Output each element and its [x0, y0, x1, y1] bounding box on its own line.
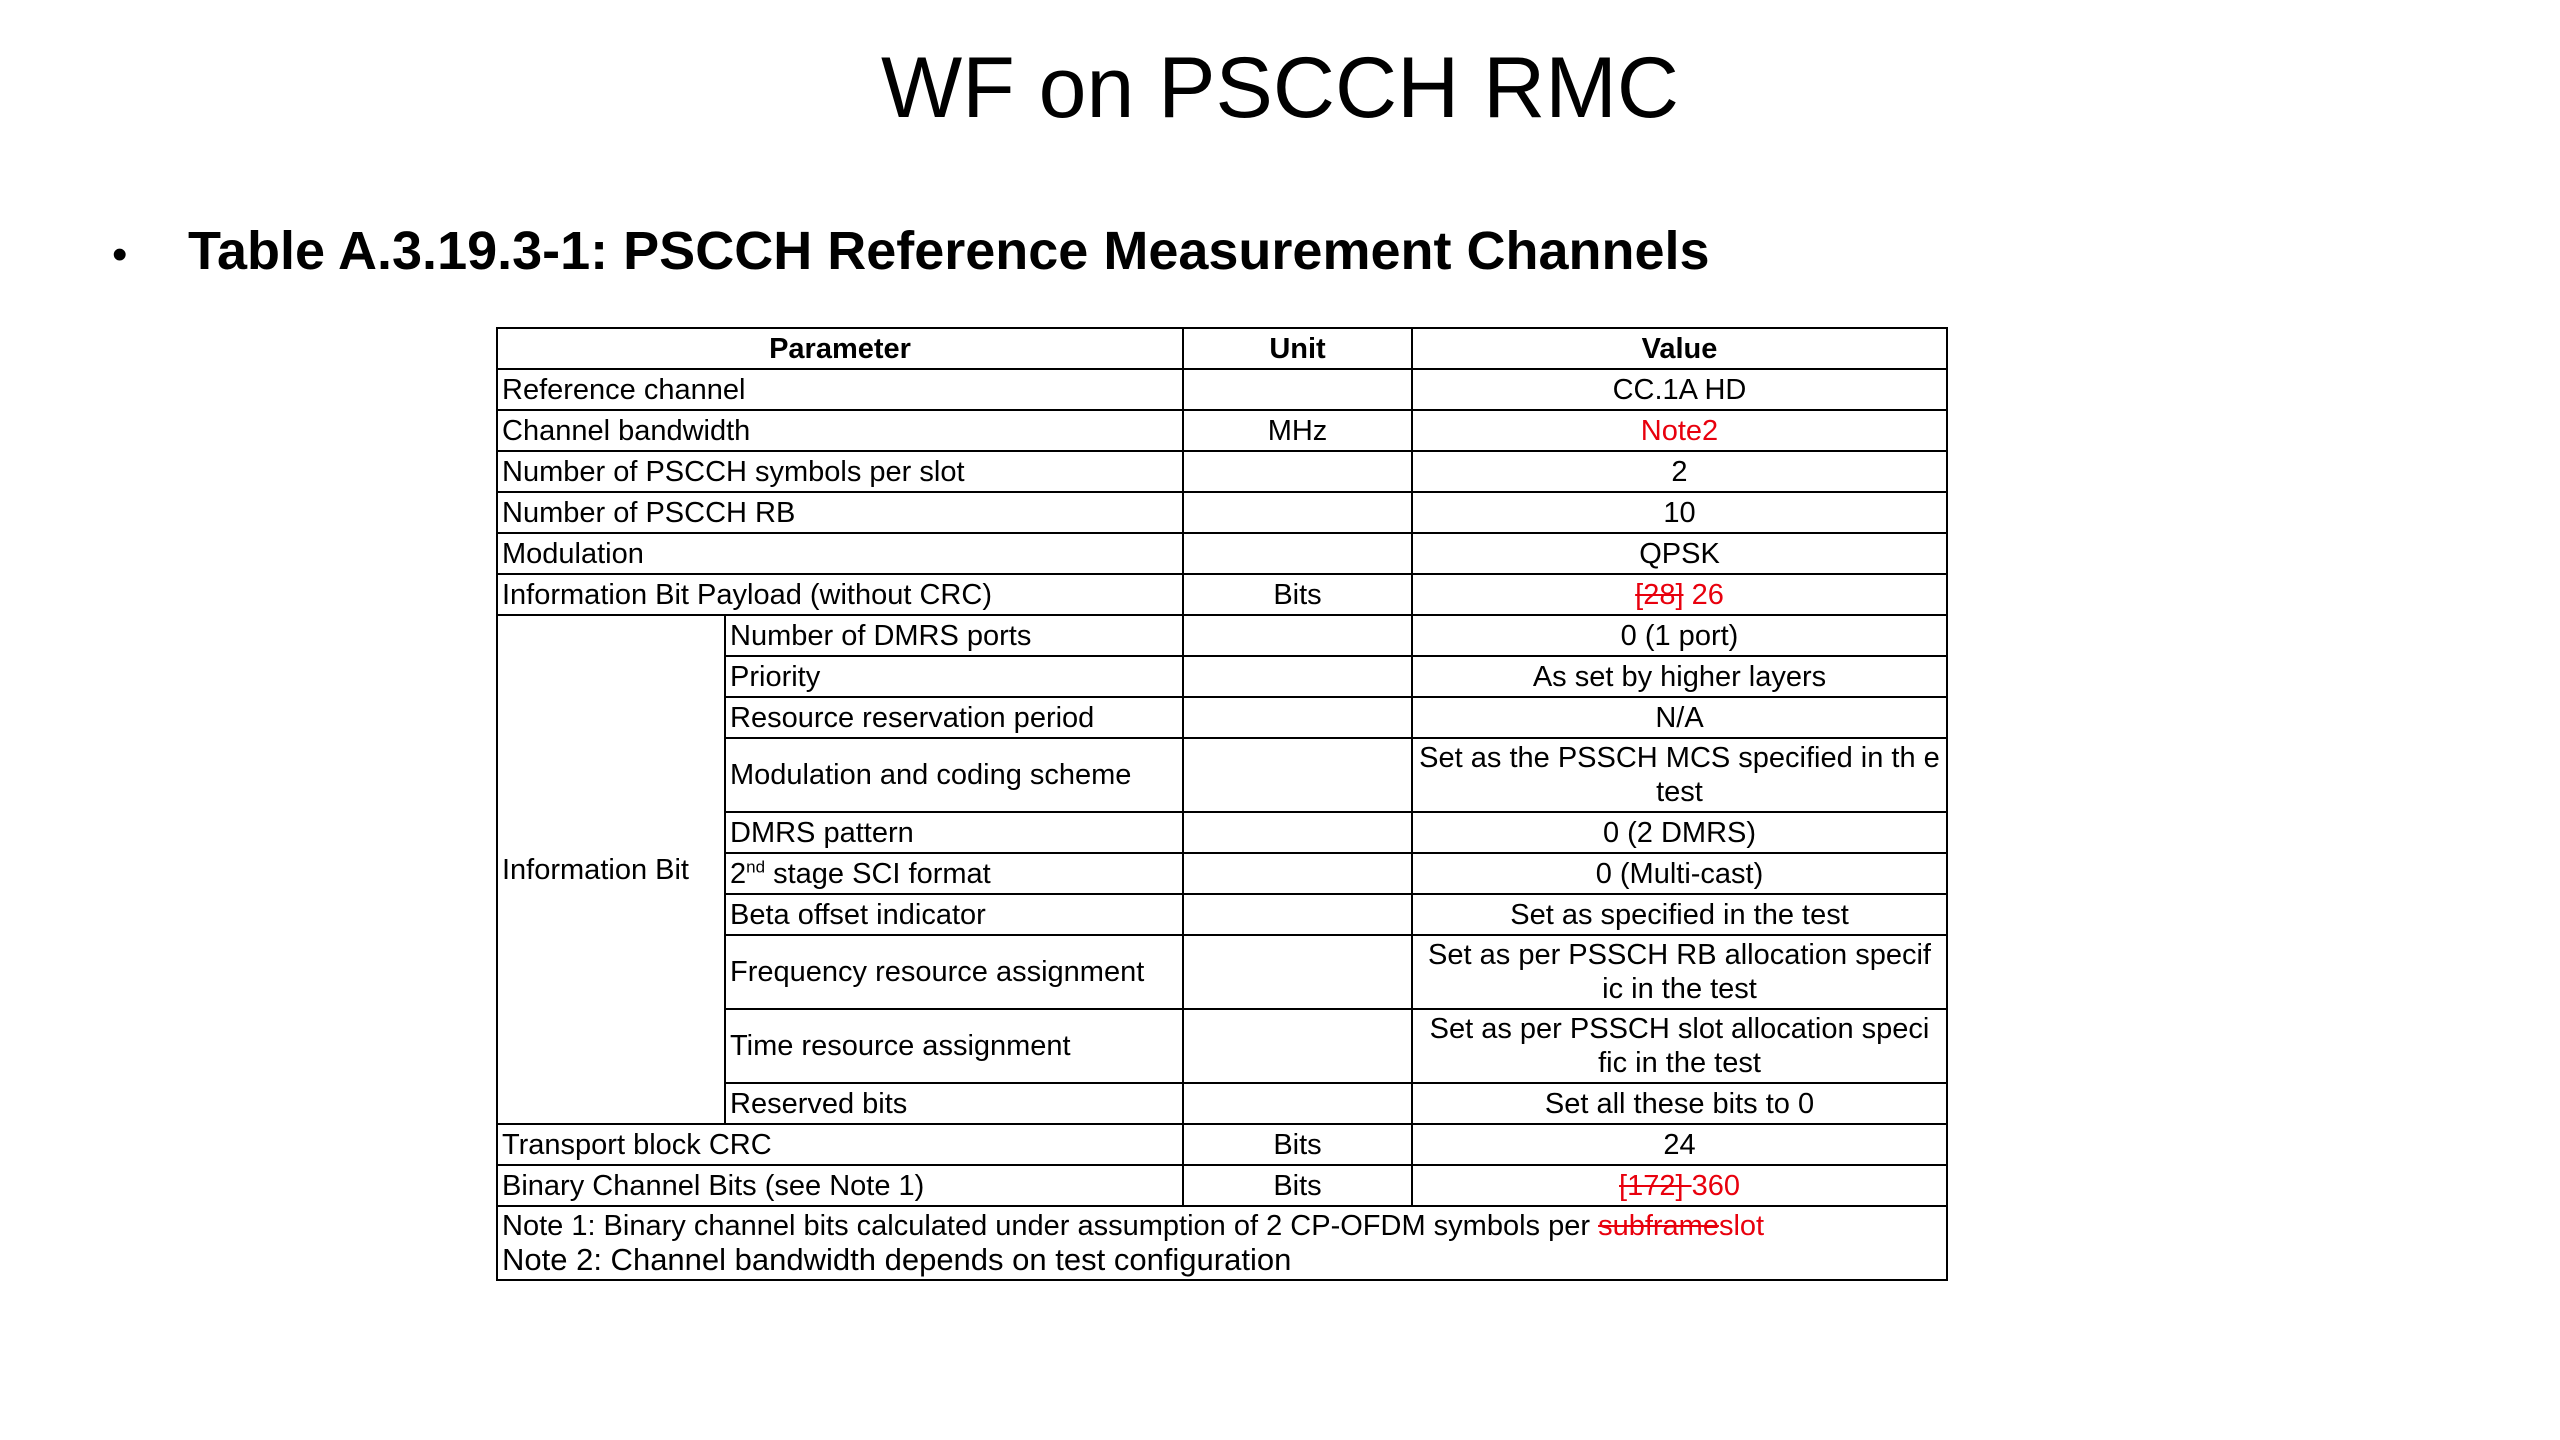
value-cell: 24: [1412, 1124, 1947, 1165]
table-row: [497, 1165, 1947, 1206]
header-value: Value: [1412, 328, 1947, 369]
param-cell: Binary Channel Bits (see Note 1): [497, 1165, 1183, 1206]
inserted-text: 26: [1683, 578, 1724, 611]
table-row: [497, 369, 1947, 410]
header-row: [497, 328, 1947, 369]
unit-cell: [1183, 1083, 1412, 1124]
param-cell: Priority: [725, 656, 1183, 697]
inserted-text: 360: [1691, 1169, 1740, 1202]
param-cell: Transport block CRC: [497, 1124, 1183, 1165]
value-cell: Set as per PSSCH RB allocation specif ic in the test: [1412, 935, 1947, 1009]
table-row: [497, 533, 1947, 574]
value-cell: 10: [1412, 492, 1947, 533]
param-cell: Information Bit Payload (without CRC): [497, 574, 1183, 615]
deleted-text: [28]: [1635, 578, 1684, 611]
unit-cell: [1183, 697, 1412, 738]
note-1: [502, 1209, 1942, 1243]
unit-cell: [1183, 369, 1412, 410]
param-cell: Modulation and coding scheme: [725, 738, 1183, 812]
unit-cell: [1183, 812, 1412, 853]
table-caption: Table A.3.19.3-1: PSCCH Reference Measurement Channels: [188, 221, 1710, 281]
deleted-text: [172]: [1619, 1169, 1692, 1202]
param-cell: Time resource assignment: [725, 1009, 1183, 1083]
notes-row: [497, 1206, 1947, 1280]
unit-cell: [1183, 451, 1412, 492]
unit-cell: [1183, 656, 1412, 697]
param-cell: [725, 853, 1183, 894]
unit-cell: [1183, 935, 1412, 1009]
param-cell: Number of PSCCH symbols per slot: [497, 451, 1183, 492]
value-cell: Set as per PSSCH slot allocation speci fic in the test: [1412, 1009, 1947, 1083]
value-cell: Set as the PSSCH MCS specified in th e test: [1412, 738, 1947, 812]
param-cell: Frequency resource assignment: [725, 935, 1183, 1009]
value-cell: 0 (2 DMRS): [1412, 812, 1947, 853]
table-row: [497, 615, 1947, 656]
param-cell: Number of DMRS ports: [725, 615, 1183, 656]
param-cell: DMRS pattern: [725, 812, 1183, 853]
value-cell: CC.1A HD: [1412, 369, 1947, 410]
bullet-icon: •: [112, 230, 128, 279]
unit-cell: Bits: [1183, 1124, 1412, 1165]
unit-cell: Bits: [1183, 574, 1412, 615]
param-prefix: 2: [730, 857, 747, 890]
table-row: [497, 1124, 1947, 1165]
value-cell: Set as specified in the test: [1412, 894, 1947, 935]
value-cell: Set all these bits to 0: [1412, 1083, 1947, 1124]
value-cell: 0 (1 port): [1412, 615, 1947, 656]
unit-cell: [1183, 492, 1412, 533]
param-cell: Beta offset indicator: [725, 894, 1183, 935]
table-row: [497, 410, 1947, 451]
value-cell: N/A: [1412, 697, 1947, 738]
note-2: Note 2: Channel bandwidth depends on test configuration: [502, 1242, 1292, 1277]
param-cell: Modulation: [497, 533, 1183, 574]
table-row: [497, 451, 1947, 492]
unit-cell: [1183, 738, 1412, 812]
header-unit: Unit: [1183, 328, 1412, 369]
value-cell: As set by higher layers: [1412, 656, 1947, 697]
unit-cell: MHz: [1183, 410, 1412, 451]
unit-cell: [1183, 894, 1412, 935]
unit-cell: Bits: [1183, 1165, 1412, 1206]
inserted-text: slot: [1718, 1210, 1765, 1242]
table-row: [497, 492, 1947, 533]
pscch-rmc-table: [496, 327, 1948, 1281]
value-cell-revised: [1412, 574, 1947, 615]
unit-cell: [1183, 853, 1412, 894]
value-cell-revised: Note2: [1412, 410, 1947, 451]
value-cell: 0 (Multi-cast): [1412, 853, 1947, 894]
value-cell: QPSK: [1412, 533, 1947, 574]
slide-title: WF on PSCCH RMC: [881, 40, 1679, 136]
value-cell: 2: [1412, 451, 1947, 492]
param-cell: Number of PSCCH RB: [497, 492, 1183, 533]
param-cell: Reference channel: [497, 369, 1183, 410]
unit-cell: [1183, 1009, 1412, 1083]
param-superscript: nd: [746, 856, 766, 876]
unit-cell: [1183, 533, 1412, 574]
param-cell: Channel bandwidth: [497, 410, 1183, 451]
table-row: [497, 574, 1947, 615]
unit-cell: [1183, 615, 1412, 656]
param-cell: Reserved bits: [725, 1083, 1183, 1124]
notes-cell: [497, 1206, 1947, 1280]
value-cell-revised: [1412, 1165, 1947, 1206]
deleted-text: subframe: [1598, 1210, 1719, 1242]
header-parameter: Parameter: [497, 328, 1183, 369]
bullet-item: [112, 216, 1710, 290]
note-1-text: Note 1: Binary channel bits calculated under assumption of 2 CP-OFDM symbols per: [502, 1210, 1599, 1242]
param-cell: Resource reservation period: [725, 697, 1183, 738]
rmc-table-container: [496, 327, 1948, 1281]
group-label-information-bit: Information Bit: [497, 615, 725, 1124]
param-suffix: stage SCI format: [765, 857, 991, 890]
